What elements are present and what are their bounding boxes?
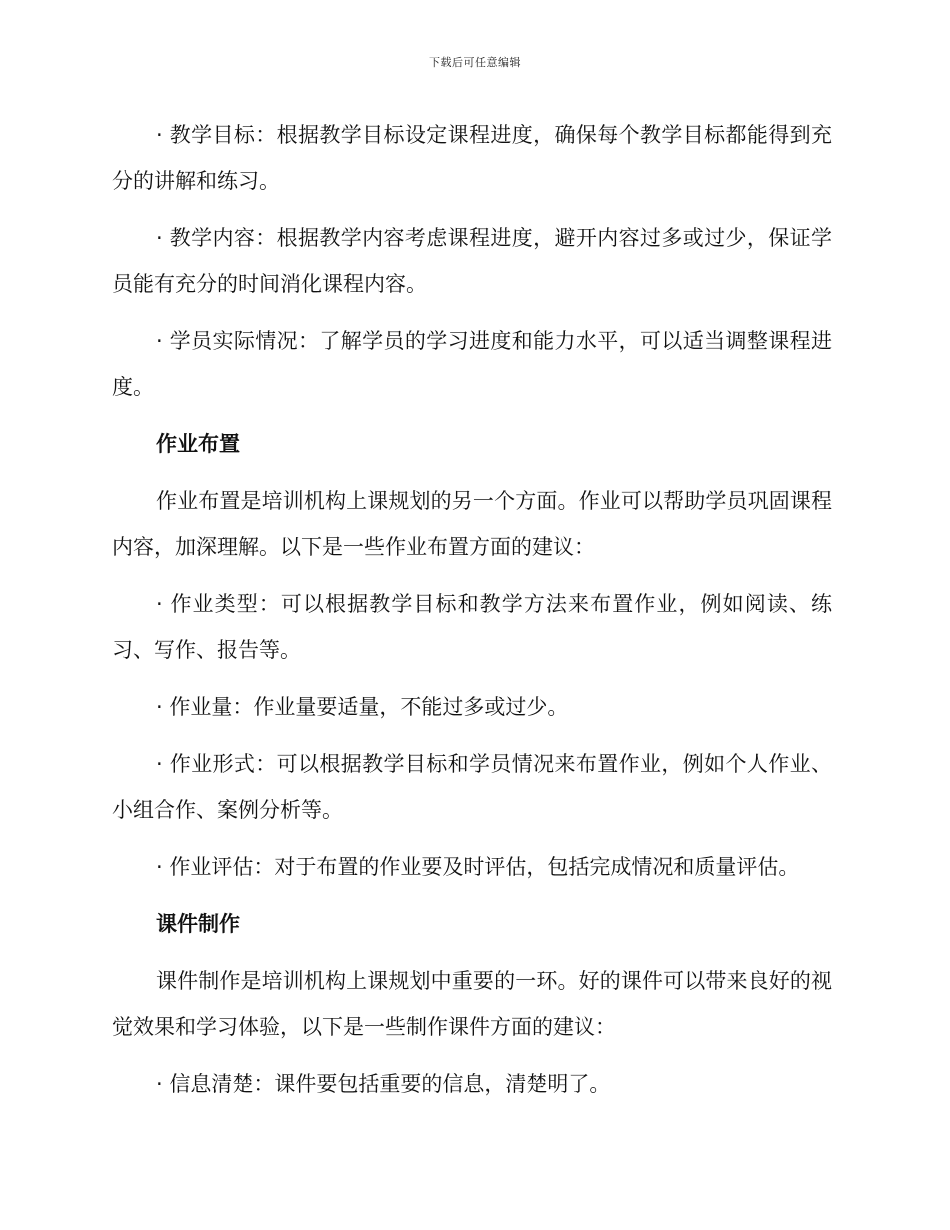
- bullet-teaching-goals: · 教学目标：根据教学目标设定课程进度，确保每个教学目标都能得到充分的讲解和练习。: [112, 123, 832, 193]
- paragraph-homework-intro: 作业布置是培训机构上课规划的另一个方面。作业可以帮助学员巩固课程内容，加深理解。以下是一些作业布置方面的建议：: [112, 489, 832, 559]
- bullet-student-situation: · 学员实际情况：了解学员的学习进度和能力水平，可以适当调整课程进度。: [112, 329, 832, 399]
- header-note: 下载后可任意编辑: [429, 56, 521, 69]
- bullet-homework-evaluation: · 作业评估：对于布置的作业要及时评估，包括完成情况和质量评估。: [156, 855, 800, 879]
- bullet-clear-information: · 信息清楚：课件要包括重要的信息，清楚明了。: [156, 1072, 611, 1096]
- bullet-homework-type: · 作业类型：可以根据教学目标和教学方法来布置作业，例如阅读、练习、写作、报告等。: [112, 592, 832, 662]
- section-heading-homework: 作业布置: [156, 432, 240, 456]
- paragraph-courseware-intro: 课件制作是培训机构上课规划中重要的一环。好的课件可以带来良好的视觉效果和学习体验，以下是一些制作课件方面的建议：: [112, 969, 832, 1039]
- bullet-teaching-content: · 教学内容：根据教学内容考虑课程进度，避开内容过多或过少，保证学员能有充分的时间消化课程内容。: [112, 226, 832, 296]
- section-heading-courseware: 课件制作: [156, 912, 240, 936]
- bullet-homework-form: · 作业形式：可以根据教学目标和学员情况来布置作业，例如个人作业、小组合作、案例分析等。: [112, 752, 832, 822]
- bullet-homework-amount: · 作业量：作业量要适量，不能过多或过少。: [156, 695, 569, 719]
- document-body: [112, 112, 832, 1118]
